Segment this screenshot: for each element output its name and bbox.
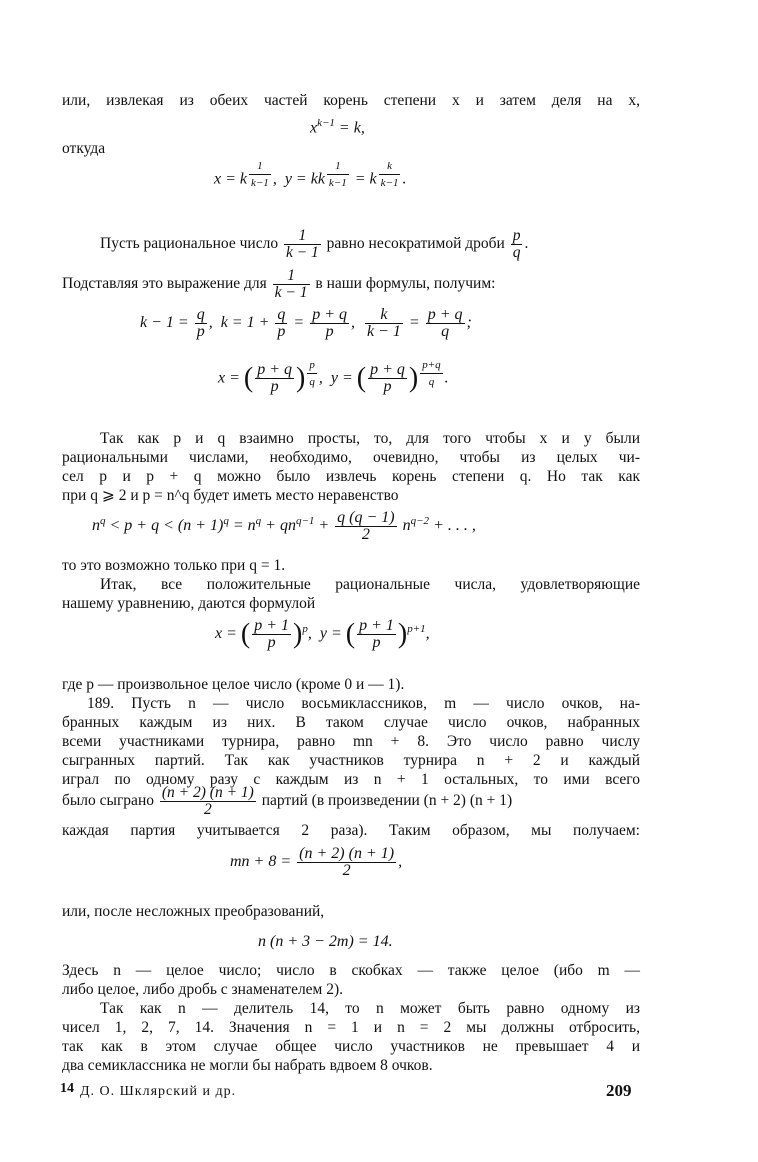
- text-line: откуда: [62, 140, 106, 157]
- signature-mark: 14: [60, 1081, 74, 1096]
- text-line: два семиклассника не могли бы набрать вдвоем 8 очков.: [62, 1057, 433, 1074]
- text-line: Пусть рациональное число $\frac{1}{k - 1}$ равно несократимой дроби $\frac{p}{q}$ .: [100, 227, 529, 261]
- formula-inequality: $n^q < p + q < (n + 1)^q = n^q + qn^{q-1}$ + $\frac{q (q - 1)}{2}$ $n^{q-2}$ + . . . ,: [92, 509, 476, 543]
- text-line: [62, 785, 512, 818]
- formula-x-y-pq: x = ( $\frac{p + q}{p}$ ) $^{\frac{p}{q}}$ , y = ( $\frac{p + q}{p}$ ) $^{\frac{p+q}{q}}$ .: [218, 359, 449, 396]
- fraction: $\frac{p}{q}$: [512, 227, 521, 261]
- text-line: всеми участниками турнира, равно mn + 8. Это число равно числу: [62, 733, 640, 750]
- formula-x-y: x = k $^{\frac{1}{k-1}}$ , y = kk $^{\frac{1}{k-1}}$ = k $^{\frac{k}{k-1}}$ .: [214, 160, 407, 189]
- text-fragment: Подставляя это выражение для: [62, 275, 267, 293]
- text-line: где p — произвольное целое число (кроме 0 и — 1).: [62, 676, 405, 693]
- formula-mn: mn + 8 = $\frac{(n + 2) (n + 1)}{2}$ ,: [230, 845, 403, 879]
- text-line: играл по одному разу с каждым из n + 1 остальных, то ими всего: [62, 771, 640, 788]
- page-number: 209: [606, 1081, 632, 1100]
- text-line: чисел 1, 2, 7, 14. Значения n = 1 и n = 2 мы должны отбросить,: [62, 1019, 640, 1036]
- text-fragment: партий (в произведении (n + 2) (n + 1): [261, 792, 513, 810]
- formula-substitution: k − 1 = $\frac{q}{p}$ , k = 1 + $\frac{q}{p}$ = $\frac{p + q}{p}$ , $\frac{k}{k - 1}$ = $\frac{p + q}{q}$ ;: [140, 306, 472, 340]
- footer-author: Д. О. Шклярский и др.: [80, 1084, 237, 1099]
- text-fragment: в наши формулы, получим:: [315, 275, 496, 293]
- text-line: нашему уравнению, даются формулой: [62, 595, 316, 612]
- text-line: [62, 268, 495, 301]
- fraction: $\frac{1}{k - 1}$: [274, 267, 308, 301]
- text-line: Так как p и q взаимно просты, то, для того чтобы x и y были: [100, 430, 640, 447]
- text-line: Здесь n — целое число; число в скобках — также целое (ибо m —: [62, 962, 640, 979]
- text-line: либо целое, либо дробь с знаменателем 2).: [62, 981, 344, 998]
- text-line: или, после несложных преобразований,: [62, 903, 325, 920]
- problem-189-line: 189. Пусть n — число восьмиклассников, m — число очков, на-: [87, 695, 640, 712]
- text-line: так как в этом случае общее число участников не превышает 4 и: [62, 1038, 640, 1055]
- text-line: рациональными числами, необходимо, очевидно, чтобы из целых чи-: [62, 449, 640, 466]
- formula-xk: $x^{k-1} = k$,: [310, 117, 365, 137]
- fraction: $\frac{1}{k - 1}$: [285, 227, 319, 261]
- text-line: Так как n — делитель 14, то n может быть равно одному из: [100, 1000, 640, 1017]
- text-line: бранных каждым из них. В таком случае число очков, набранных: [62, 714, 640, 731]
- text-fragment: Пусть рациональное число: [100, 235, 279, 253]
- text-line: сыгранных партий. Так как участников турнира n + 2 и каждый: [62, 752, 640, 769]
- formula-n: n (n + 3 − 2m) = 14.: [258, 933, 393, 950]
- text-line: каждая партия учитывается 2 раза). Таким образом, мы получаем:: [62, 822, 640, 839]
- formula-final: x = ( $\frac{p + 1}{p}$ )$^p$, y = ( $\frac{p + 1}{p}$ )$^{p+1}$,: [215, 617, 430, 651]
- fraction: $\frac{(n + 2) (n + 1)}{2}$: [161, 784, 254, 818]
- text-line: при q ⩾ 2 и p = n^q будет иметь место неравенство: [62, 487, 399, 504]
- text-fragment: равно несократимой дроби: [326, 235, 505, 253]
- text-line: то это возможно только при q = 1.: [62, 557, 286, 574]
- text-line: сел p и p + q можно было извлечь корень степени q. Но так как: [62, 468, 640, 485]
- text-line: Итак, все положительные рациональные числа, удовлетворяющие: [100, 576, 640, 593]
- text-line: или, извлекая из обеих частей корень степени x и затем деля на x,: [62, 92, 640, 109]
- text-fragment: было сыграно: [62, 792, 154, 810]
